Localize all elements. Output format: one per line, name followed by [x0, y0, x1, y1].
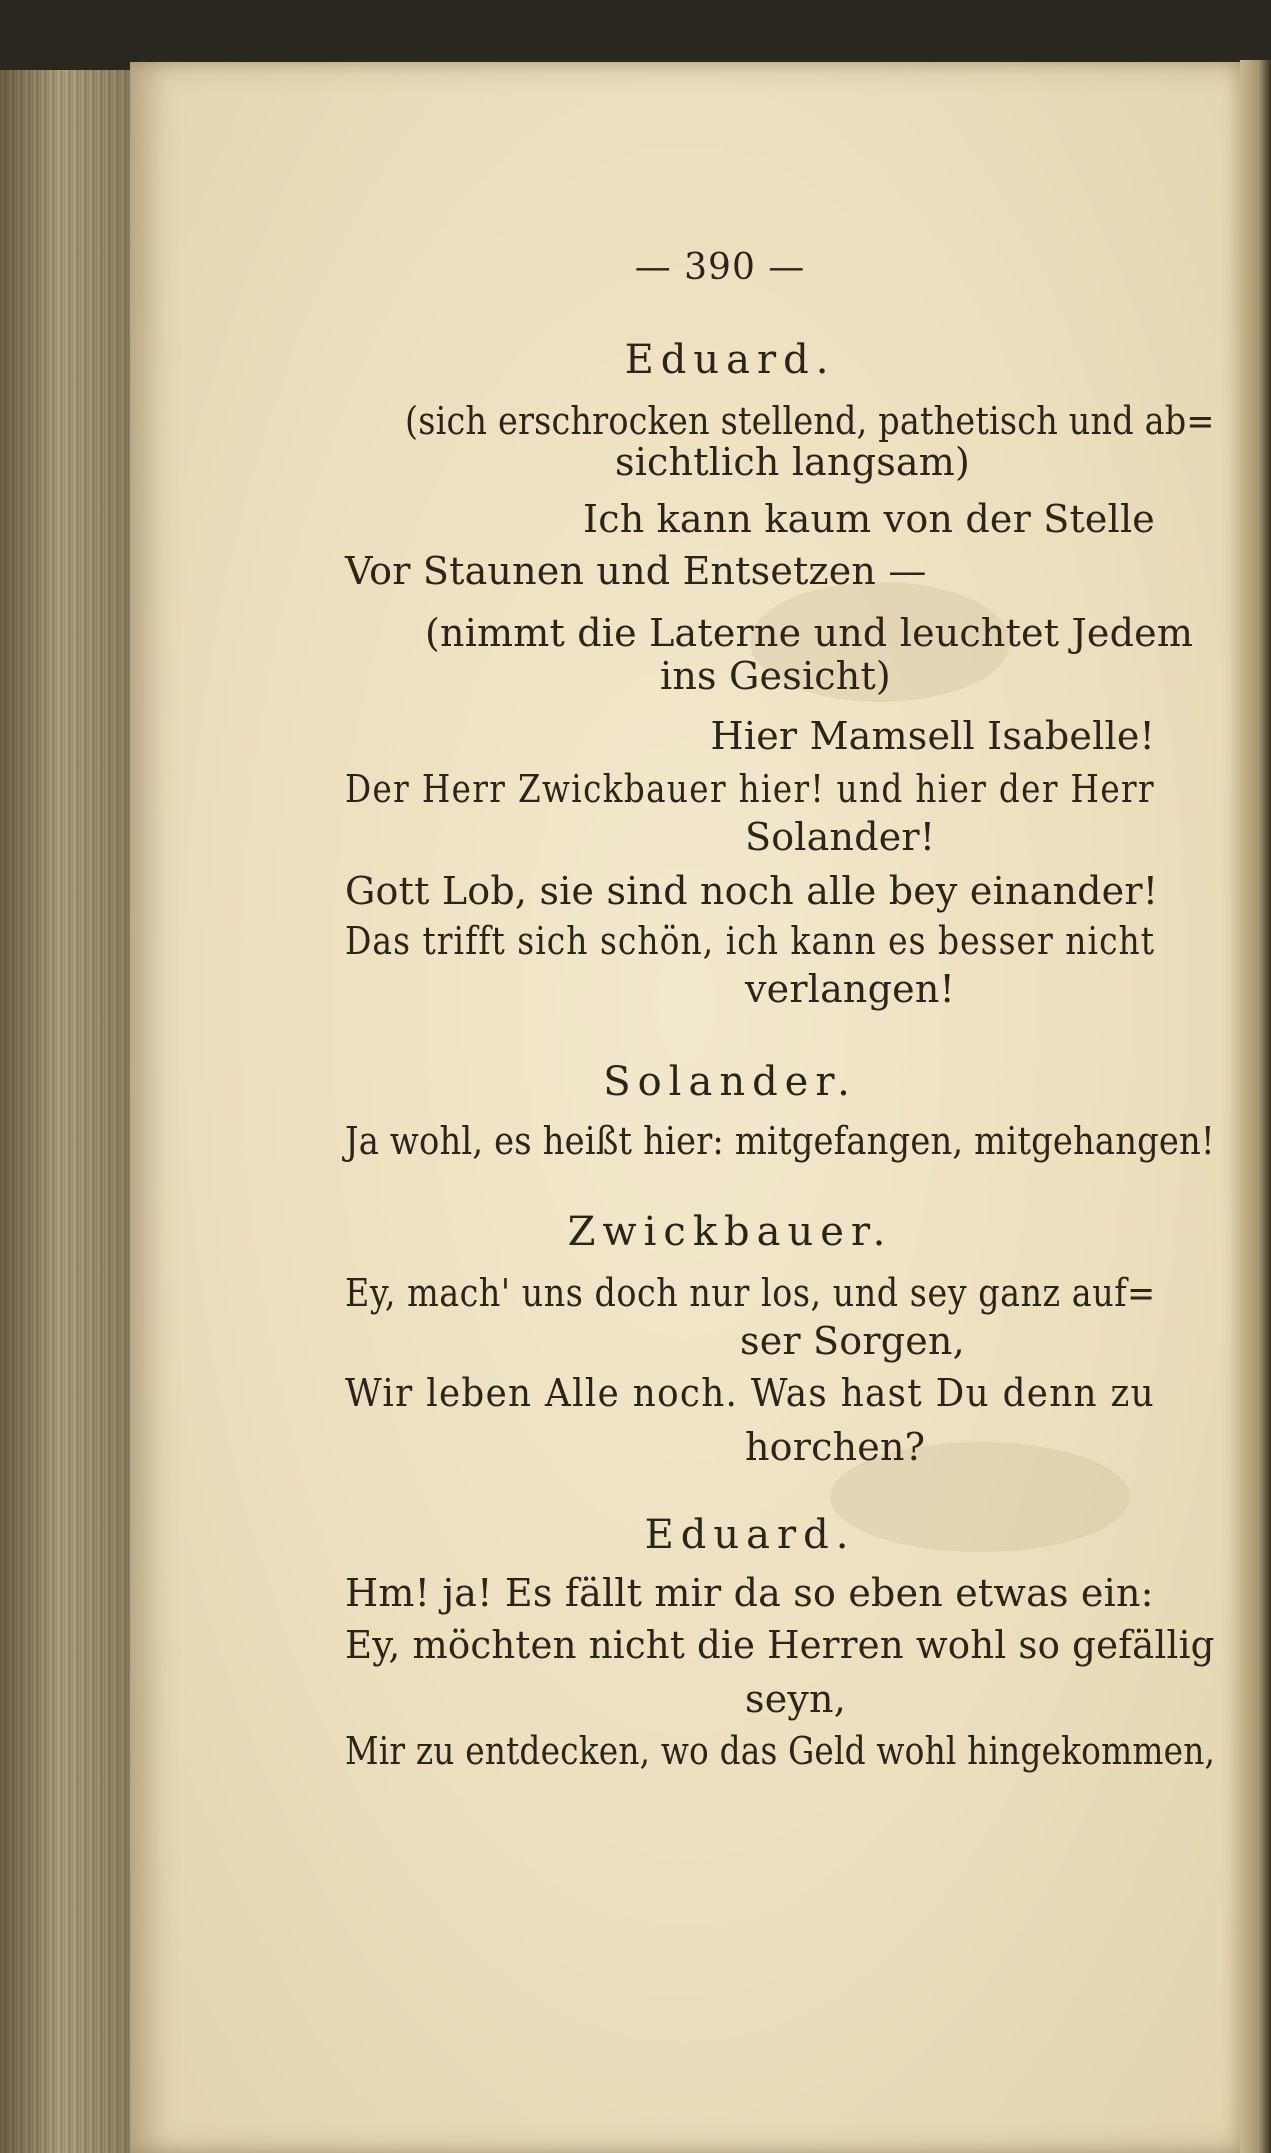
stage-direction-line: sichtlich langsam): [615, 440, 971, 484]
stage-direction-line: (sich erschrocken stellend, pathetisch und ab=: [405, 399, 1215, 443]
verse-line: ser Sorgen,: [740, 1319, 965, 1363]
verse-line: Vor Staunen und Entsetzen —: [345, 549, 927, 593]
verse-line: Ja wohl, es heißt hier: mitgefangen, mitgehangen!: [345, 1119, 1215, 1163]
speaker-name: Solander.: [603, 1059, 857, 1105]
verse-line: Wir leben Alle noch. Was hast Du denn zu: [345, 1371, 1156, 1415]
verse-line: Das trifft sich schön, ich kann es besser nicht: [345, 919, 1156, 963]
verse-line: Solander!: [745, 815, 936, 859]
verse-line: Der Herr Zwickbauer hier! und hier der Herr: [345, 767, 1155, 811]
verse-line: Ey, möchten nicht die Herren wohl so gefällig: [345, 1623, 1215, 1667]
page-number: — 390 —: [634, 247, 806, 288]
verse-line: Mir zu entdecken, wo das Geld wohl hingekommen,: [345, 1729, 1216, 1773]
page-edge-right: [1240, 60, 1271, 2153]
verse-line: Ey, mach' uns doch nur los, und sey ganz auf=: [345, 1271, 1156, 1315]
stage-direction-line: ins Gesicht): [660, 654, 891, 698]
stage-direction-line: (nimmt die Laterne und leuchtet Jedem: [425, 611, 1194, 655]
verse-line: seyn,: [745, 1677, 847, 1721]
speaker-name: Zwickbauer.: [567, 1209, 893, 1255]
speaker-name: Eduard.: [624, 337, 836, 383]
page-edges-shadow: [0, 70, 135, 2153]
verse-line: Ich kann kaum von der Stelle: [583, 497, 1155, 541]
verse-line: horchen?: [745, 1425, 926, 1469]
verse-line: Hier Mamsell Isabelle!: [710, 714, 1155, 758]
speaker-name: Eduard.: [644, 1512, 856, 1558]
verse-line: verlangen!: [745, 967, 955, 1011]
verse-line: Hm! ja! Es fällt mir da so eben etwas ein:: [345, 1571, 1154, 1615]
verse-line: Gott Lob, sie sind noch alle bey einander!: [345, 869, 1159, 913]
